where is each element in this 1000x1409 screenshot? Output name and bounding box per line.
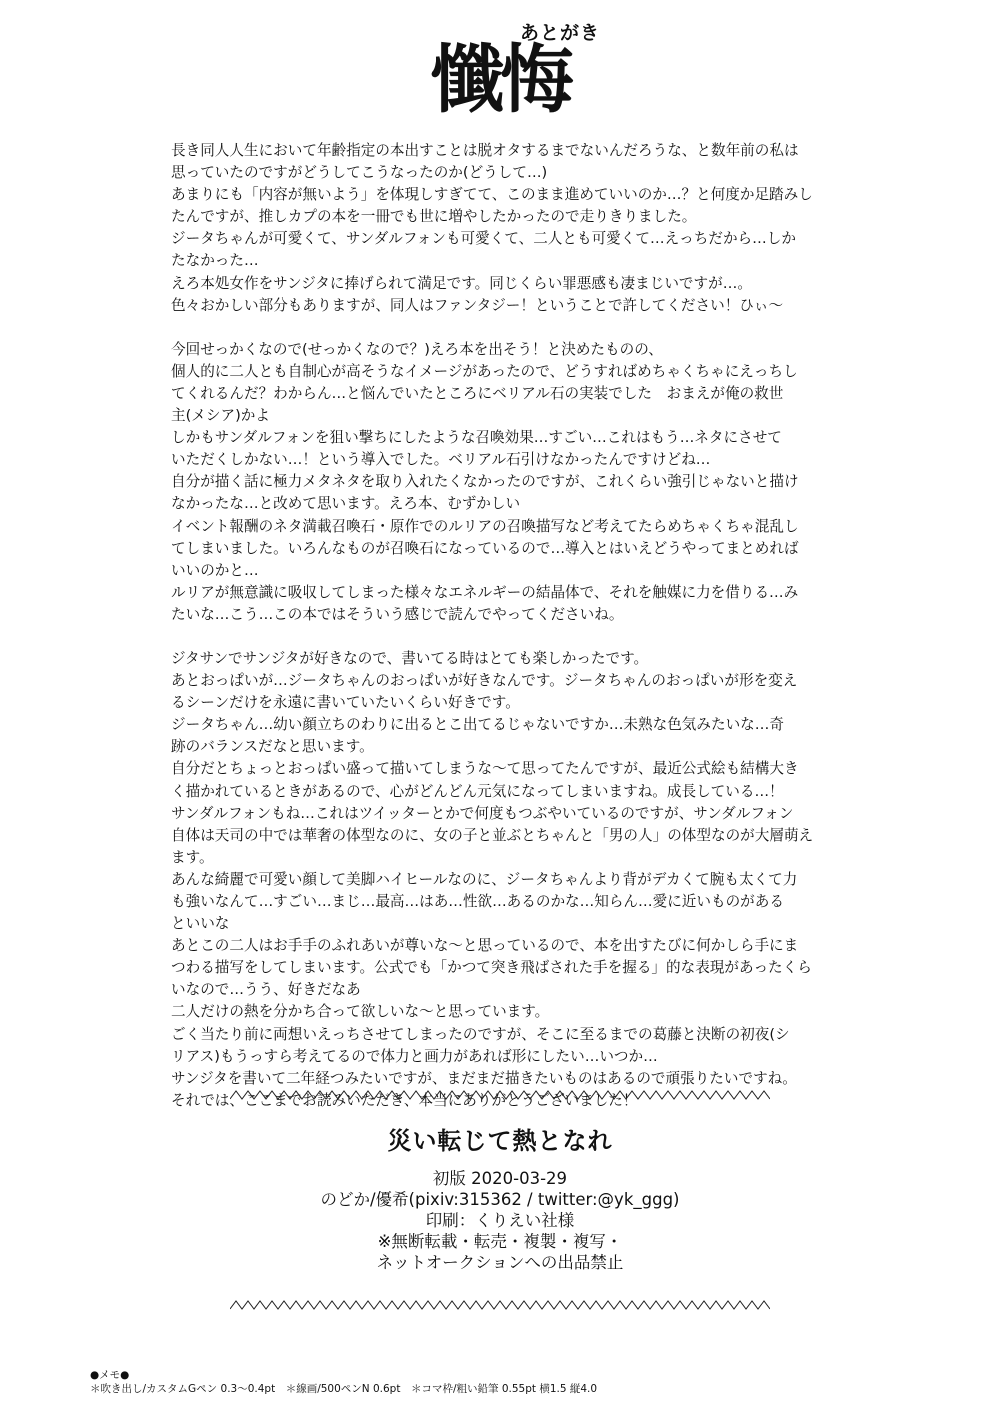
text-line: いいのかと… bbox=[171, 561, 259, 579]
paragraph bbox=[171, 140, 871, 317]
text-line: 思っていたのですがどうしてこうなったのか(どうして…) bbox=[171, 164, 548, 182]
text-line: 二人だけの熱を分かち合って欲しいな～と思っています。 bbox=[171, 1003, 550, 1021]
text-line: サンダルフォンもね…これはツイッターとかで何度もつぶやいているのですが、サンダルフォン bbox=[171, 804, 794, 822]
text-line: ジータちゃん…幼い顔立ちのわりに出るとこ出てるじゃないですか…未熟な色気みたいな…奇 bbox=[171, 716, 784, 734]
memo-block bbox=[90, 1368, 597, 1396]
text-line: あとおっぱいが…ジータちゃんのおっぱいが好きなんです。ジータちゃんのおっぱいが形を変え bbox=[171, 672, 798, 690]
text-line: なかったな…と改めて思います。えろ本、むずかしい bbox=[171, 495, 521, 513]
memo-line: ＊吹き出し/カスタムGペン 0.3～0.4pt ＊線画/500ペンN 0.6pt ＊コマ枠/粗い鉛筆 0.55pt 横1.5 縦4.0 bbox=[90, 1383, 598, 1395]
text-line: ジータちゃんが可愛くて、サンダルフォンも可愛くて、二人とも可愛くて…えっちだから…しか bbox=[171, 230, 796, 248]
afterword-heading bbox=[0, 22, 1000, 122]
text-line: ルリアが無意識に吸収してしまった様々なエネルギーの結晶体で、それを触媒に力を借りる…み bbox=[171, 583, 799, 601]
text-line: えろ本処女作をサンジタに捧げられて満足です。同じくらい罪悪感も凄まじいですが…。 bbox=[171, 274, 752, 292]
text-line: いなので…うう、好きだなあ bbox=[171, 981, 361, 999]
text-line: 自分だとちょっとおっぱい盛って描いてしまうな～て思ってたんですが、最近公式絵も結構大き bbox=[171, 760, 799, 778]
zigzag-line bbox=[230, 1301, 770, 1309]
zigzag-divider-bottom bbox=[230, 1298, 770, 1312]
memo-label: ●メモ● bbox=[90, 1369, 130, 1381]
text-line: たんですが、推しカプの本を一冊でも世に増やしたかったので走りきりました。 bbox=[171, 208, 697, 226]
author-credit: のどか/優希(pixiv:315362 / twitter:@yk_ggg) bbox=[320, 1190, 680, 1209]
text-line: いただくしかない…！という導入でした。ベリアル石引けなかったんですけどね… bbox=[171, 451, 711, 469]
text-line: 長き同人人生において年齢指定の本出すことは脱オタするまでないんだろうな、と数年前の私は bbox=[171, 142, 799, 159]
text-line: あとこの二人はお手手のふれあいが尊いな～と思っているので、本を出すたびに何かしら手にま bbox=[171, 937, 799, 955]
text-line: 自分が描く話に極力メタネタを取り入れたくなかったのですが、これくらい強引じゃないと描け bbox=[171, 473, 799, 491]
text-line: 主(メシア)かよ bbox=[171, 407, 270, 425]
text-line: てくれるんだ？わからん…と悩んでいたところにベリアル石の実装でした おまえが俺の救世 bbox=[171, 384, 784, 402]
text-line: 自体は天司の中では華奢の体型なのに、女の子と並ぶとちゃんと「男の人」の体型なのが大層萌え bbox=[171, 826, 814, 844]
text-line: 今回せっかくなので(せっかくなので？)えろ本を出そう！と決めたものの、 bbox=[171, 340, 663, 358]
text-line: く描かれているときがあるので、心がどんどん元気になってしまいますね。成長している…！ bbox=[171, 782, 784, 800]
printer-credit: 印刷：くりえい社様 bbox=[425, 1211, 575, 1230]
notice-line: ※無断転載・転売・複製・複写・ bbox=[377, 1232, 623, 1251]
paragraph bbox=[171, 648, 871, 1112]
text-line: たいな…こう…この本ではそういう感じで読んでやってくださいね。 bbox=[171, 605, 624, 623]
text-line: 色々おかしい部分もありますが、同人はファンタジー！ということで許してください！ひぃ～ bbox=[171, 296, 784, 314]
text-line: たなかった… bbox=[171, 252, 259, 270]
afterword-body bbox=[171, 140, 871, 1134]
text-line: イベント報酬のネタ満載召喚石・原作でのルリアの召喚描写など考えてたらめちゃくちゃ混乱し bbox=[171, 517, 799, 535]
zigzag-line bbox=[230, 1091, 770, 1099]
text-line: それでは、ここまでお読みいただき、本当にありがとうございました！ bbox=[171, 1091, 638, 1109]
zigzag-divider-top bbox=[230, 1088, 770, 1102]
notice-line: ネットオークションへの出品禁止 bbox=[376, 1253, 624, 1272]
text-line: ます。 bbox=[171, 848, 214, 866]
text-line: も強いなんて…すごい…まじ…最高…はあ…性欲…あるのかな…知らん…愛に近いものがある bbox=[171, 893, 784, 910]
text-line: るシーンだけを永遠に書いていたいくらい好きです。 bbox=[171, 694, 520, 712]
text-line: しかもサンダルフォンを狙い撃ちにしたような召喚効果…すごい…これはもう…ネタにさせて bbox=[171, 429, 782, 447]
text-line: ごく当たり前に両想いえっちさせてしまったのですが、そこに至るまでの葛藤と決断の初夜(シ bbox=[171, 1025, 790, 1043]
text-line: といいな bbox=[171, 915, 230, 933]
colophon-info bbox=[0, 1168, 1000, 1273]
text-line: ジタサンでサンジタが好きなので、書いてる時はとても楽しかったです。 bbox=[171, 649, 649, 667]
edition-date: 初版 2020-03-29 bbox=[432, 1169, 568, 1188]
text-line: あんな綺麗で可愛い顔して美脚ハイヒールなのに、ジータちゃんより背がデカくて腕も太くて力 bbox=[171, 870, 798, 888]
heading-ruby: あとがき bbox=[520, 22, 601, 44]
text-line: 跡のバランスだなと思います。 bbox=[171, 738, 374, 756]
book-title: 災い転じて熱となれ bbox=[387, 1127, 613, 1155]
text-line: リアス)もうっすら考えてるので体力と画力があれば形にしたい…いつか… bbox=[171, 1047, 658, 1065]
paragraph bbox=[171, 339, 871, 626]
heading-title: 懺悔 bbox=[430, 37, 570, 123]
text-line: あまりにも「内容が無いよう」を体現しすぎてて、このまま進めていいのか…？と何度か足踏みし bbox=[171, 186, 813, 204]
text-line: てしまいました。いろんなものが召喚石になっているので…導入とはいえどうやってまとめれば bbox=[171, 539, 799, 557]
text-line: 個人的に二人とも自制心が高そうなイメージがあったので、どうすればめちゃくちゃにえっちし bbox=[171, 362, 798, 380]
text-line: サンジタを書いて二年経つみたいですが、まだまだ描きたいものはあるので頑張りたいですね。 bbox=[171, 1069, 797, 1087]
text-line: つわる描写をしてしまいます。公式でも「かつて突き飛ばされた手を握る」的な表現があったくら bbox=[171, 959, 812, 977]
